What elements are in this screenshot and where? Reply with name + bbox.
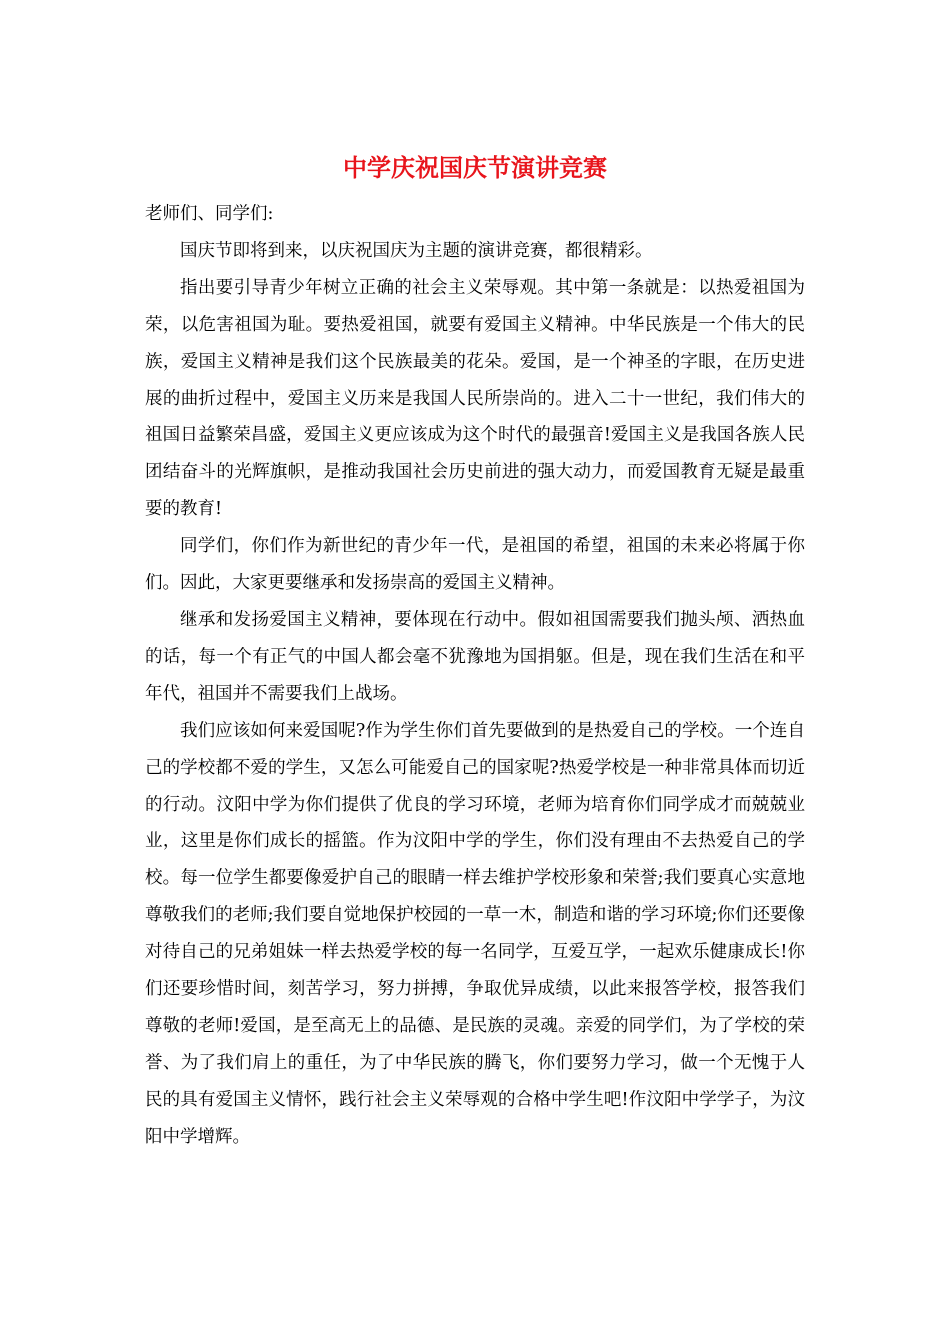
paragraph-1: 国庆节即将到来，以庆祝国庆为主题的演讲竞赛，都很精彩。 [180, 240, 653, 261]
paragraph-5: 我们应该如何来爱国呢?作为学生你们首先要做到的是热爱自己的学校。一个连自己的学校都不爱的学生，又怎么可能爱自己的国家呢?热爱学校是一种非常具体而切近的行动。汶阳中学为你们提供了优良的学习环境，老师为培育你们同学成才而兢兢业业，这里是你们成长的摇篮。作为汶阳中学的学生，你们没有理由不去热爱自己的学校。每一位学生都要像爱护自己的眼睛一样去维护学校形象和荣誉;我们要真心实意地尊敬我们的老师;我们要自觉地保护校园的一草一木，制造和谐的学习环境;你们还要像对待自己的兄弟姐妹一样去热爱学校的每一名同学，互爱互学，一起欢乐健康成长!你们还要珍惜时间，刻苦学习，努力拼搏，争取优异成绩，以此来报答学校，报答我们尊敬的老师!爱国，是至高无上的品德、是民族的灵魂。亲爱的同学们，为了学校的荣誉、为了我们肩上的重任，为了中华民族的腾飞，你们要努力学习，做一个无愧于人民的具有爱国主义情怀，践行社会主义荣辱观的合格中学生吧!作汶阳中学学子，为汶阳中学增辉。 [145, 720, 805, 1147]
document-title: 中学庆祝国庆节演讲竞赛 [343, 153, 607, 182]
document-body [145, 196, 805, 1156]
paragraph-2: 指出要引导青少年树立正确的社会主义荣辱观。其中第一条就是：以热爱祖国为荣，以危害祖国为耻。要热爱祖国，就要有爱国主义精神。中华民族是一个伟大的民族，爱国主义精神是我们这个民族最美的花朵。爱国，是一个神圣的字眼，在历史进展的曲折过程中，爱国主义历来是我国人民所崇尚的。进入二十一世纪，我们伟大的祖国日益繁荣昌盛，爱国主义更应该成为这个时代的最强音!爱国主义是我国各族人民团结奋斗的光辉旗帜，是推动我国社会历史前进的强大动力，而爱国教育无疑是最重要的教育! [145, 277, 805, 520]
paragraph-3: 同学们，你们作为新世纪的青少年一代，是祖国的希望，祖国的未来必将属于你们。因此，大家更要继承和发扬崇高的爱国主义精神。 [145, 536, 805, 594]
salutation: 老师们、同学们: [145, 204, 274, 224]
paragraph-4: 继承和发扬爱国主义精神，要体现在行动中。假如祖国需要我们抛头颅、洒热血的话，每一个有正气的中国人都会毫不犹豫地为国捐躯。但是，现在我们生活在和平年代，祖国并不需要我们上战场。 [145, 609, 805, 704]
